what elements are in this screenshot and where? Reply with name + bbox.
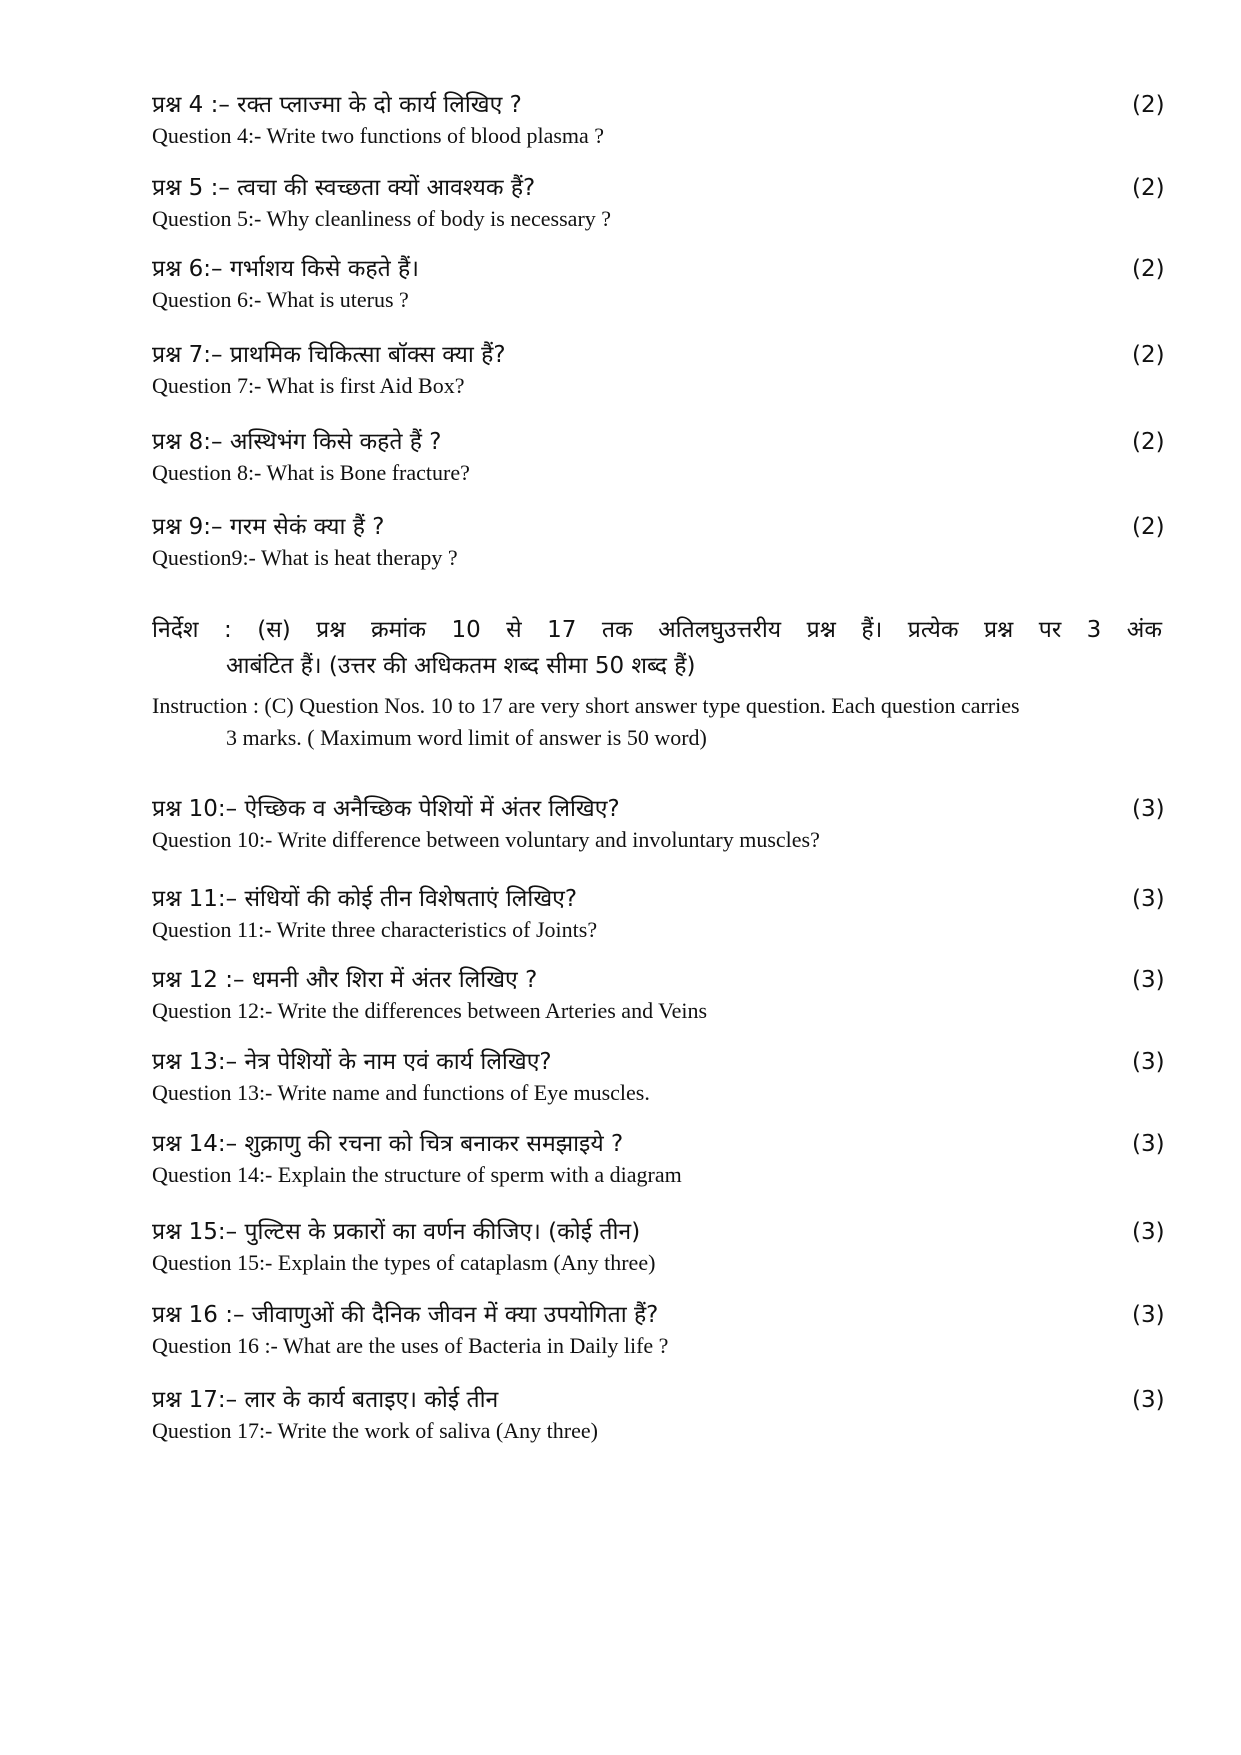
question-english: Question 16 :- What are the uses of Bacteria in Daily life ? [152, 1333, 669, 1358]
question-hindi: प्रश्न 16 :– जीवाणुओं की दैनिक जीवन में क्या उपयोगिता हैं? [152, 1302, 659, 1328]
question-13 [152, 1047, 1165, 1107]
question-marks: (2) [1132, 92, 1165, 118]
question-english: Question 4:- Write two functions of blood plasma ? [152, 123, 605, 148]
question-marks: (3) [1132, 967, 1165, 993]
question-marks: (2) [1132, 342, 1165, 368]
instruction-hindi-line2: आबंटित हैं। (उत्तर की अधिकतम शब्द सीमा 50 शब्द हैं) [226, 653, 696, 679]
question-8 [152, 427, 1165, 487]
question-hindi: प्रश्न 13:– नेत्र पेशियों के नाम एवं कार्य लिखिए? [152, 1049, 552, 1075]
question-marks: (3) [1132, 796, 1165, 822]
question-english: Question 17:- Write the work of saliva (Any three) [152, 1418, 598, 1443]
question-english: Question 13:- Write name and functions of Eye muscles. [152, 1080, 650, 1105]
question-marks: (3) [1132, 1131, 1165, 1157]
question-english: Question 10:- Write difference between voluntary and involuntary muscles? [152, 827, 820, 852]
question-english: Question 8:- What is Bone fracture? [152, 460, 470, 485]
question-17 [152, 1385, 1165, 1445]
question-english: Question 6:- What is uterus ? [152, 287, 409, 312]
question-hindi: प्रश्न 15:– पुल्टिस के प्रकारों का वर्णन कीजिए। (कोई तीन) [152, 1219, 641, 1245]
question-english: Question 12:- Write the differences between Arteries and Veins [152, 998, 708, 1023]
instruction-english-line1: Instruction : (C) Question Nos. 10 to 17 are very short answer type question. Each question carries [152, 693, 1020, 718]
question-english: Question 15:- Explain the types of cataplasm (Any three) [152, 1250, 656, 1275]
question-marks: (3) [1132, 1049, 1165, 1075]
question-5 [152, 173, 1165, 233]
question-6 [152, 254, 1165, 314]
question-4 [152, 90, 1165, 150]
question-10 [152, 794, 1165, 854]
question-marks: (2) [1132, 256, 1165, 282]
question-marks: (3) [1132, 886, 1165, 912]
question-12 [152, 965, 1165, 1025]
question-hindi: प्रश्न 8:– अस्थिभंग किसे कहते हैं ? [152, 429, 442, 455]
question-english: Question 7:- What is first Aid Box? [152, 373, 465, 398]
question-marks: (3) [1132, 1387, 1165, 1413]
question-hindi: प्रश्न 5 :– त्वचा की स्वच्छता क्यों आवश्यक हैं? [152, 175, 536, 201]
question-english: Question9:- What is heat therapy ? [152, 545, 458, 570]
instruction-english-line2: 3 marks. ( Maximum word limit of answer is 50 word) [226, 725, 707, 750]
question-english: Question 11:- Write three characteristics of Joints? [152, 917, 598, 942]
question-marks: (3) [1132, 1302, 1165, 1328]
question-hindi: प्रश्न 12 :– धमनी और शिरा में अंतर लिखिए ? [152, 967, 538, 993]
question-marks: (2) [1132, 514, 1165, 540]
question-hindi: प्रश्न 11:– संधियों की कोई तीन विशेषताएं लिखिए? [152, 886, 578, 912]
question-marks: (2) [1132, 429, 1165, 455]
question-marks: (2) [1132, 175, 1165, 201]
question-hindi: प्रश्न 17:– लार के कार्य बताइए। कोई तीन [152, 1387, 499, 1413]
question-16 [152, 1300, 1165, 1360]
question-hindi: प्रश्न 4 :– रक्त प्लाज्मा के दो कार्य लिखिए ? [152, 92, 522, 118]
question-hindi: प्रश्न 9:– गरम सेकं क्या हैं ? [152, 514, 385, 540]
question-15 [152, 1217, 1165, 1277]
question-7 [152, 340, 1165, 400]
question-11 [152, 884, 1165, 944]
question-9 [152, 512, 1165, 572]
question-14 [152, 1129, 1165, 1189]
instruction-hindi-line1: निर्देश : (स) प्रश्न क्रमांक 10 से 17 तक अतिलघुउत्तरीय प्रश्न हैं। प्रत्येक प्रश्न पर 3 अंक [152, 617, 1162, 643]
question-hindi: प्रश्न 14:– शुक्राणु की रचना को चित्र बनाकर समझाइये ? [152, 1131, 624, 1157]
question-english: Question 14:- Explain the structure of sperm with a diagram [152, 1162, 682, 1187]
question-english: Question 5:- Why cleanliness of body is necessary ? [152, 206, 612, 231]
question-hindi: प्रश्न 10:– ऐच्छिक व अनैच्छिक पेशियों में अंतर लिखिए? [152, 796, 620, 822]
question-hindi: प्रश्न 7:– प्राथमिक चिकित्सा बॉक्स क्या हैं? [152, 342, 506, 368]
question-marks: (3) [1132, 1219, 1165, 1245]
instruction-section-c [152, 612, 1162, 754]
question-hindi: प्रश्न 6:– गर्भाशय किसे कहते हैं। [152, 256, 419, 282]
